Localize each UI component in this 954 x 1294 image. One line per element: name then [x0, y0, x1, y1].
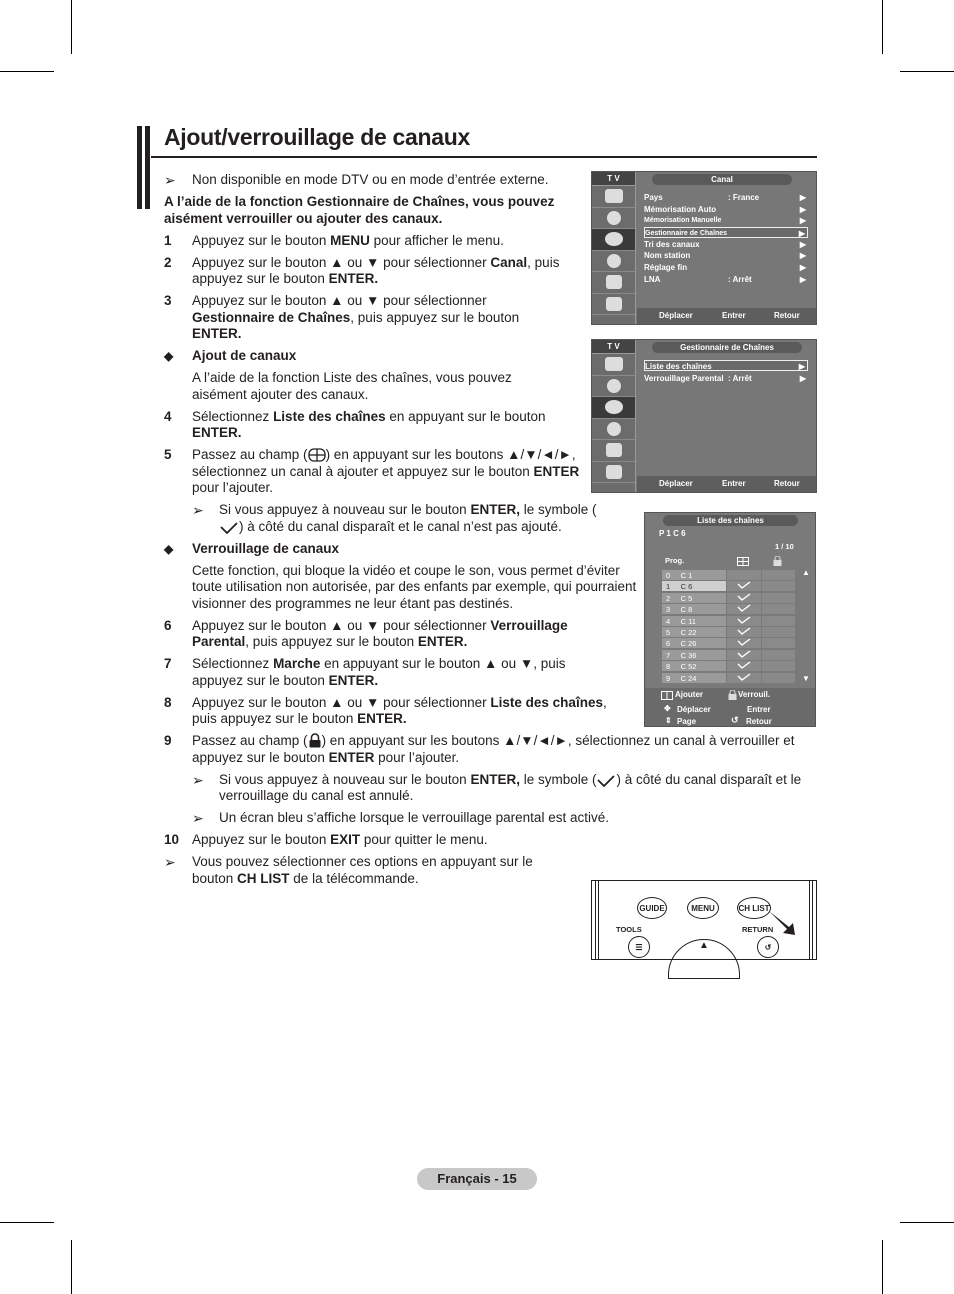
- screen-footer: Déplacer Entrer Retour: [637, 476, 816, 492]
- return-icon: ↺: [731, 715, 739, 725]
- note-9b: ➢ Un écran bleu s’affiche lorsque le verrouillage parental est activé.: [192, 810, 609, 826]
- lock-cell[interactable]: [762, 581, 795, 591]
- sound-icon: [592, 208, 635, 230]
- page-icon: ⇕: [665, 716, 672, 725]
- crop-mark: [900, 1222, 954, 1223]
- channel-row[interactable]: 6 C 26: [662, 638, 795, 649]
- lock-cell[interactable]: [762, 593, 795, 603]
- step-3: 3 Appuyez sur le bouton ▲ ou ▼ pour sélectionner Gestionnaire de Chaînes, puis appuyez sur le bouton ENTER.: [164, 293, 520, 341]
- tv-sidebar: T V: [592, 172, 636, 324]
- title-rule: [151, 156, 817, 158]
- chlist-button[interactable]: CH LIST: [737, 897, 771, 919]
- add-check-icon[interactable]: [727, 638, 761, 648]
- tv-screen-channel-list: [644, 512, 816, 727]
- lock-cell[interactable]: [762, 661, 795, 671]
- step-1: 1 Appuyez sur le bouton MENU pour afficher le menu.: [164, 232, 504, 248]
- lock-cell[interactable]: [762, 627, 795, 637]
- setup-icon: [592, 251, 635, 273]
- arrow-icon: ➢: [164, 854, 176, 870]
- screen-header: Liste des chaînes: [663, 515, 798, 526]
- step-10: 10 Appuyez sur le bouton EXIT pour quitter le menu.: [164, 832, 488, 847]
- channel-row[interactable]: 8 C 52: [662, 661, 795, 672]
- title-decoration: [137, 126, 151, 209]
- lock-column-icon: [773, 556, 782, 566]
- add-check-icon[interactable]: [727, 581, 761, 591]
- step-9: 9 Passez au champ ( ) en appuyant sur les boutons ▲/▼/◄/►, sélectionnez un canal à verrouiller et appuyez sur le bouton ENTER pour l’ajouter.: [164, 733, 795, 765]
- return-button[interactable]: ↺: [757, 936, 779, 958]
- crop-mark: [0, 71, 54, 72]
- add-check-icon[interactable]: [727, 593, 761, 603]
- page-indicator: 1 / 10: [775, 542, 794, 551]
- lock-icon: [308, 733, 322, 748]
- step-5: 5 Passez au champ ( ) en appuyant sur les boutons ▲/▼/◄/►, sélectionnez un canal à ajouter et appuyez sur le bouton ENTER pour l’ajouter.: [164, 447, 580, 495]
- step-4: 4 Sélectionnez Liste des chaînes en appuyant sur le bouton ENTER.: [164, 408, 546, 440]
- arrow-icon: ➢: [164, 172, 176, 188]
- crop-mark: [882, 0, 883, 54]
- add-check-icon[interactable]: [727, 616, 761, 626]
- lock-cell[interactable]: [762, 673, 795, 683]
- add-check-icon[interactable]: [727, 650, 761, 660]
- lock-cell[interactable]: [762, 638, 795, 648]
- note-9a: ➢ Si vous appuyez à nouveau sur le bouton ENTER, le symbole ( ) à côté du canal disparaît et le verrouillage du canal est annulé.: [192, 771, 802, 803]
- channel-row[interactable]: 7 C 36: [662, 650, 795, 661]
- channel-row[interactable]: 4 C 11: [662, 616, 795, 627]
- add-check-icon[interactable]: [727, 673, 761, 683]
- step-7: 7 Sélectionnez Marche en appuyant sur le bouton ▲ ou ▼, puis appuyez sur le bouton ENTER.: [164, 656, 566, 688]
- input-icon: [592, 440, 635, 462]
- channel-row[interactable]: 9 C 24: [662, 673, 795, 684]
- picture-icon: [592, 186, 635, 208]
- scroll-up-icon[interactable]: ▲: [802, 568, 810, 577]
- step-2: 2 Appuyez sur le bouton ▲ ou ▼ pour sélectionner Canal, puis appuyez sur le bouton ENTER.: [164, 254, 560, 286]
- add-field-icon: [308, 448, 326, 462]
- page-title: Ajout/verrouillage de canaux: [164, 124, 471, 150]
- check-icon: [596, 775, 616, 787]
- add-column-icon: [737, 557, 749, 566]
- bullet-add: ◆ Ajout de canaux: [164, 348, 297, 363]
- crop-mark: [0, 1222, 54, 1223]
- move-icon: ✥: [664, 704, 671, 713]
- final-note: ➢ Vous pouvez sélectionner ces options en appuyant sur le bouton CH LIST de la télécommande.: [164, 854, 533, 886]
- channel-icon: [592, 229, 635, 251]
- return-label: RETURN: [742, 925, 774, 934]
- setup-icon: [592, 419, 635, 441]
- current-channel: P 1 C 6: [659, 529, 686, 538]
- channel-row[interactable]: 0 C 1: [662, 570, 795, 581]
- add-check-icon[interactable]: [727, 604, 761, 614]
- add-check-icon[interactable]: [727, 661, 761, 671]
- add-check-icon[interactable]: [727, 570, 761, 580]
- diamond-icon: ◆: [164, 349, 174, 363]
- crop-mark: [71, 1240, 72, 1294]
- digital-icon: [592, 462, 635, 484]
- channel-list-footer: Ajouter Verrouil. ✥ Déplacer Entrer ⇕ Page ↺ Retour: [645, 688, 815, 726]
- add-check-icon[interactable]: [727, 627, 761, 637]
- prog-label: Prog.: [665, 556, 685, 565]
- channel-row[interactable]: 5 C 22: [662, 627, 795, 638]
- note-5: ➢ Si vous appuyez à nouveau sur le bouton ENTER, le symbole () à côté du canal disparaît et le canal n’est pas ajouté.: [192, 502, 597, 534]
- screen-header: Gestionnaire de Chaînes: [652, 342, 802, 353]
- lock-cell[interactable]: [762, 570, 795, 580]
- page-number: Français - 15: [417, 1168, 537, 1190]
- crop-mark: [882, 1240, 883, 1294]
- crop-mark: [71, 0, 72, 54]
- lock-cell[interactable]: [762, 616, 795, 626]
- channel-row[interactable]: 1 C 6: [662, 581, 795, 592]
- screen-footer: Déplacer Entrer Retour: [637, 308, 816, 324]
- lock-icon: [728, 690, 737, 700]
- input-icon: [592, 272, 635, 294]
- step-8: 8 Appuyez sur le bouton ▲ ou ▼ pour sélectionner Liste des chaînes, puis appuyez sur le bouton ENTER.: [164, 694, 607, 726]
- menu-item[interactable]: Réglage fin ▶: [644, 263, 806, 272]
- crop-mark: [900, 71, 954, 72]
- menu-item[interactable]: LNA : Arrêt ▶: [644, 275, 806, 284]
- diamond-icon: ◆: [164, 541, 174, 556]
- sound-icon: [592, 376, 635, 398]
- scroll-down-icon[interactable]: ▼: [802, 674, 810, 683]
- add-icon: [661, 691, 673, 700]
- menu-item[interactable]: Liste des chaînes ▶: [644, 360, 808, 371]
- menu-item[interactable]: Verrouillage Parental : Arrêt ▶: [644, 374, 806, 383]
- menu-item[interactable]: Mémorisation Auto ▶: [644, 205, 806, 214]
- arrow-icon: ➢: [192, 810, 204, 826]
- tools-button[interactable]: ☰: [628, 936, 650, 958]
- check-icon: [219, 522, 239, 534]
- channel-row[interactable]: 3 C 8: [662, 604, 795, 615]
- arrow-icon: ➢: [192, 771, 204, 788]
- up-button[interactable]: ▲: [668, 939, 740, 979]
- picture-icon: [592, 354, 635, 376]
- tv-sidebar: T V: [592, 340, 636, 492]
- arrow-icon: ➢: [192, 502, 204, 518]
- channel-row[interactable]: 2 C 5: [662, 593, 795, 604]
- screen-header: Canal: [652, 174, 792, 185]
- tools-label: TOOLS: [616, 925, 642, 934]
- tv-screen-gestionnaire: [591, 339, 817, 493]
- menu-item[interactable]: Tri des canaux ▶: [644, 240, 806, 249]
- lock-cell[interactable]: [762, 650, 795, 660]
- tv-screen-canal: [591, 171, 817, 325]
- bullet-lock: ◆ Verrouillage de canaux: [164, 540, 340, 556]
- step-6: 6 Appuyez sur le bouton ▲ ou ▼ pour sélectionner Verrouillage Parental, puis appuyez sur le bouton ENTER.: [164, 617, 568, 649]
- guide-button[interactable]: GUIDE: [637, 897, 667, 919]
- remote-control-illustration: [591, 880, 817, 960]
- menu-item[interactable]: Pays : France ▶: [644, 193, 806, 202]
- menu-item[interactable]: Nom station ▶: [644, 251, 806, 260]
- intro-note: ➢ Non disponible en mode DTV ou en mode d’entrée externe.: [164, 172, 549, 188]
- bullet-lock-text: Cette fonction, qui bloque la vidéo et coupe le son, vous permet d’éviter toute utilisation non autorisée, par des enfants par exemple, qui pourraient visionner des programmes ne leur étant pas destinés.: [192, 562, 637, 611]
- digital-icon: [592, 294, 635, 316]
- bullet-add-text: A l’aide de la fonction Liste des chaînes, vous pouvez aisément ajouter des canaux.: [192, 370, 512, 402]
- menu-item[interactable]: Gestionnaire de Chaînes ▶: [644, 227, 808, 238]
- intro-bold: A l’aide de la fonction Gestionnaire de Chaînes, vous pouvez aisément verrouiller ou ajouter des canaux.: [164, 194, 555, 226]
- channel-icon: [592, 397, 635, 419]
- lock-cell[interactable]: [762, 604, 795, 614]
- pointing-hand-icon: [767, 909, 797, 937]
- menu-item[interactable]: Mémorisation Manuelle ▶: [644, 216, 806, 225]
- menu-button[interactable]: MENU: [687, 897, 719, 919]
